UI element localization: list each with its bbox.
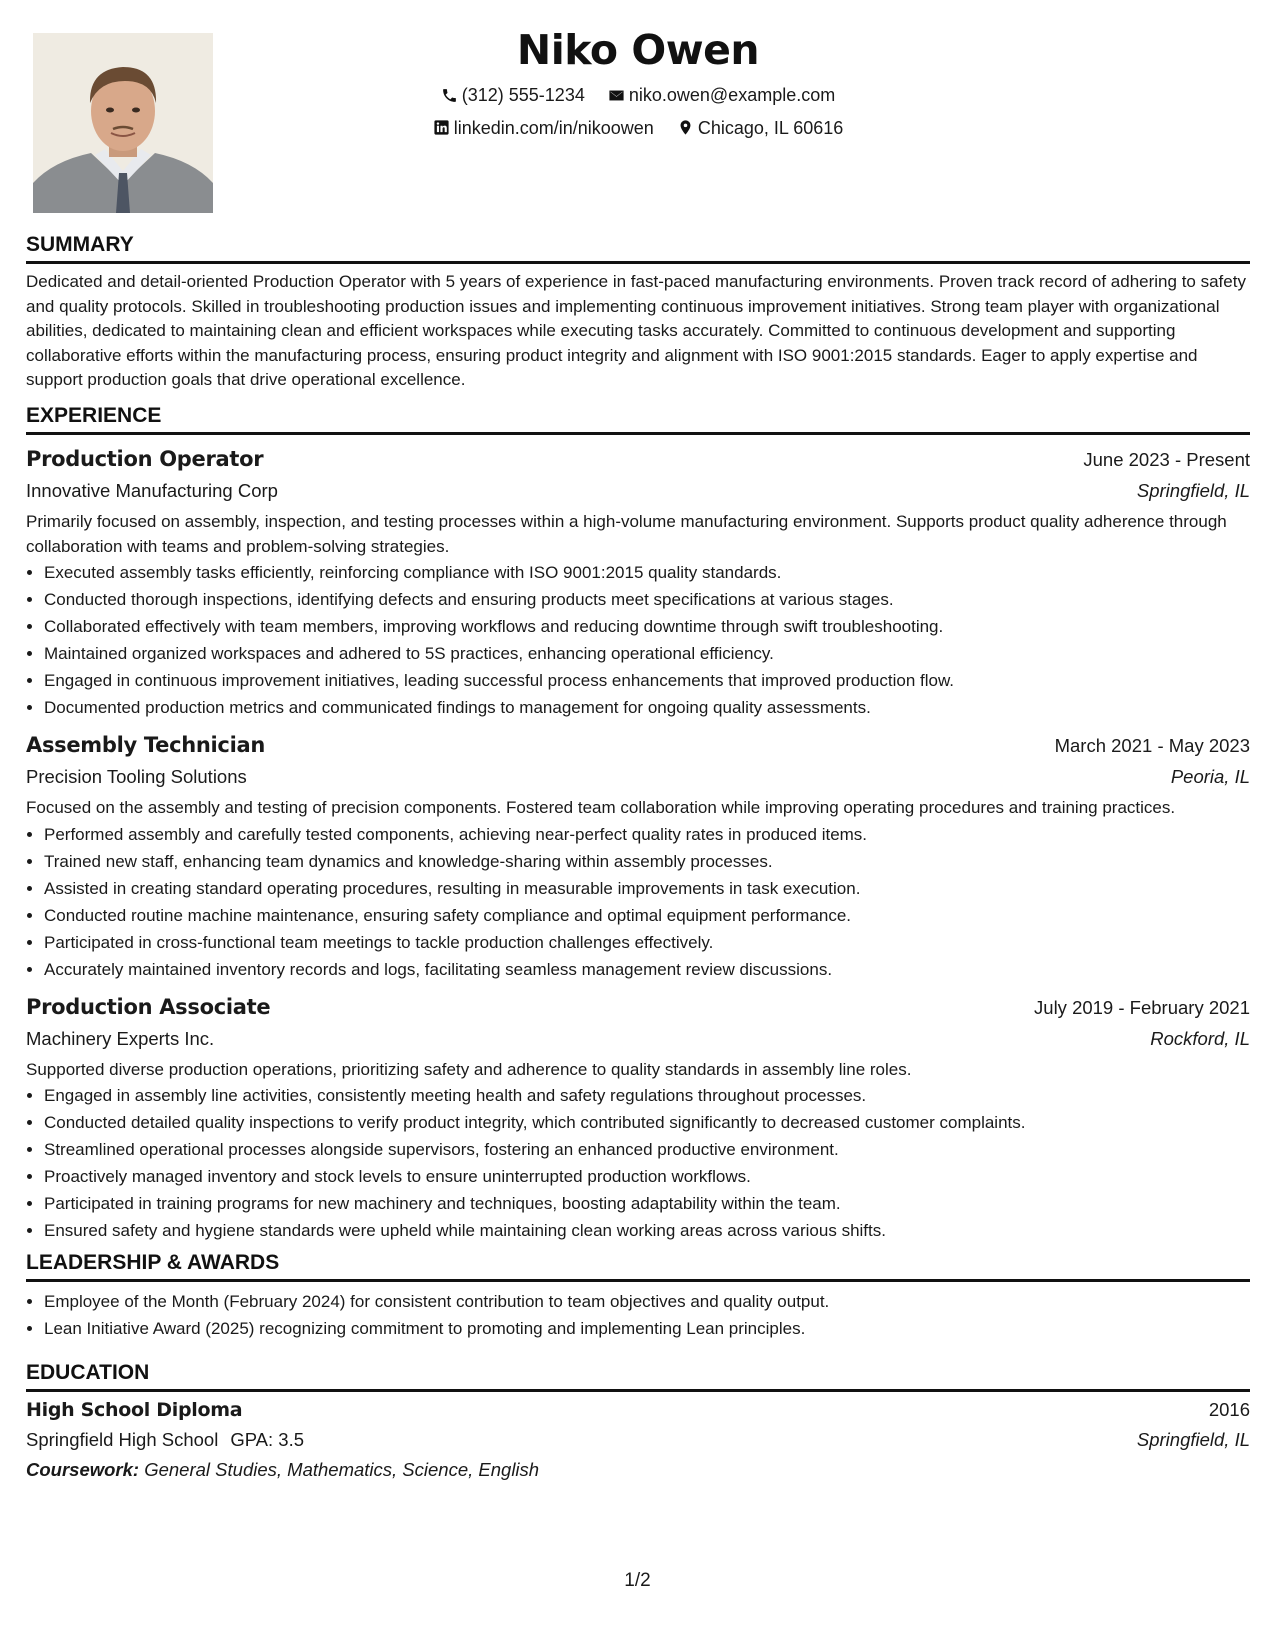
email-text: niko.owen@example.com [628, 85, 836, 105]
list-item: • Maintained organized workspaces and adhered to 5S practices, enhancing operational efficiency. [44, 640, 1250, 667]
job-entry [26, 729, 1250, 983]
section-title: EXPERIENCE [26, 403, 1250, 435]
degree-name: High School Diploma [26, 1399, 243, 1421]
linkedin-icon [433, 119, 450, 136]
phone-icon [441, 87, 458, 104]
coursework-text: General Studies, Mathematics, Science, English [144, 1459, 540, 1480]
job-location: Springfield, IL [1136, 480, 1250, 501]
job-title: Assembly Technician [26, 733, 265, 757]
list-item: • Conducted detailed quality inspections to verify product integrity, which contributed significantly to decreased customer complaints. [44, 1109, 1250, 1136]
linkedin-text: linkedin.com/in/nikoowen [453, 117, 654, 138]
list-item: • Performed assembly and carefully tested components, achieving near-perfect quality rates in produced items. [44, 821, 1250, 848]
job-location: Peoria, IL [1170, 766, 1250, 787]
section-title: SUMMARY [26, 232, 1250, 264]
school-location: Springfield, IL [1136, 1429, 1250, 1450]
page-number: 1/2 [624, 1570, 651, 1591]
education-section [26, 1360, 1250, 1485]
job-dates: July 2019 - February 2021 [1034, 996, 1250, 1018]
list-item: • Streamlined operational processes alongside supervisors, fostering an enhanced productive environment. [44, 1136, 1250, 1163]
list-item: • Lean Initiative Award (2025) recognizing commitment to promoting and implementing Lean principles. [44, 1315, 1250, 1342]
envelope-icon [608, 87, 625, 104]
awards-section [26, 1250, 1250, 1342]
list-item: • Collaborated effectively with team members, improving workflows and reducing downtime through swift troubleshooting. [44, 613, 1250, 640]
contact-row-2 [26, 113, 1250, 146]
job-location: Rockford, IL [1150, 1027, 1250, 1049]
job-bullets [26, 821, 1250, 983]
job-entry [26, 443, 1250, 721]
list-item: • Employee of the Month (February 2024) for consistent contribution to team objectives and quality output. [44, 1288, 1250, 1315]
phone-contact[interactable] [441, 80, 585, 110]
school-name: Springfield High School [26, 1429, 219, 1450]
summary-section [26, 232, 1250, 393]
list-item: • Engaged in assembly line activities, consistently meeting health and safety regulations throughout processes. [44, 1082, 1250, 1109]
job-bullets [26, 1082, 1250, 1244]
company-name: Innovative Manufacturing Corp [26, 480, 278, 501]
list-item: • Ensured safety and hygiene standards were upheld while maintaining clean working areas across various shifts. [44, 1217, 1250, 1244]
list-item: • Trained new staff, enhancing team dynamics and knowledge-sharing within assembly processes. [44, 848, 1250, 875]
list-item: • Participated in cross-functional team meetings to tackle production challenges effectively. [44, 929, 1250, 956]
job-dates: June 2023 - Present [1083, 449, 1250, 470]
list-item: • Documented production metrics and communicated findings to management for ongoing quality assessments. [44, 694, 1250, 721]
awards-list [26, 1288, 1250, 1342]
job-description: Primarily focused on assembly, inspection, and testing processes within a high-volume manufacturing environment. Supports product quality adherence through collaboration with teams and problem-solving strategies. [26, 512, 1227, 556]
job-description: Supported diverse production operations, prioritizing safety and adherence to quality standards in assembly line roles. [26, 1059, 912, 1079]
job-description: Focused on the assembly and testing of precision components. Fostered team collaboration while improving operating procedures and training practices. [26, 798, 1176, 817]
list-item: • Accurately maintained inventory records and logs, facilitating seamless management review discussions. [44, 956, 1250, 983]
job-dates: March 2021 - May 2023 [1054, 735, 1250, 756]
job-title: Production Associate [26, 994, 271, 1019]
list-item: • Proactively managed inventory and stock levels to ensure uninterrupted production workflows. [44, 1163, 1250, 1190]
candidate-name: Niko Owen [516, 26, 760, 74]
resume-header [26, 20, 1250, 145]
coursework-label: Coursework: [26, 1459, 140, 1480]
company-name: Precision Tooling Solutions [26, 766, 247, 787]
job-bullets [26, 559, 1250, 721]
list-item: • Participated in training programs for new machinery and techniques, boosting adaptability within the team. [44, 1190, 1250, 1217]
gpa-text: GPA: 3.5 [230, 1429, 305, 1450]
section-title: LEADERSHIP & AWARDS [26, 1250, 1250, 1282]
list-item: • Conducted routine machine maintenance, ensuring safety compliance and optimal equipment performance. [44, 902, 1250, 929]
linkedin-contact[interactable] [433, 113, 654, 143]
contact-row-1 [26, 80, 1250, 113]
location-contact [677, 113, 843, 143]
email-contact[interactable] [608, 80, 835, 110]
section-title: EDUCATION [26, 1360, 1250, 1392]
list-item: • Engaged in continuous improvement initiatives, leading successful process enhancements that improved production flow. [44, 667, 1250, 694]
company-name: Machinery Experts Inc. [26, 1027, 215, 1049]
experience-section [26, 403, 1250, 1244]
list-item: • Executed assembly tasks efficiently, reinforcing compliance with ISO 9001:2015 quality standards. [44, 559, 1250, 586]
list-item: • Assisted in creating standard operating procedures, resulting in measurable improvements in task execution. [44, 875, 1250, 902]
job-entry [26, 991, 1250, 1245]
phone-text: (312) 555-1234 [461, 85, 585, 105]
graduation-year: 2016 [1208, 1399, 1250, 1420]
list-item: • Conducted thorough inspections, identifying defects and ensuring products meet specifications at various stages. [44, 586, 1250, 613]
map-pin-icon [677, 119, 694, 136]
coursework-line [26, 1455, 1250, 1485]
location-text: Chicago, IL 60616 [697, 117, 844, 138]
job-title: Production Operator [26, 447, 264, 471]
summary-text: Dedicated and detail-oriented Production Operator with 5 years of experience in fast-paced manufacturing environments. Proven track record of adhering to safety and quality protocols. Skilled in troubleshooting production issues and implementing continuous improvement initiatives. Strong team player with organizational abilities, dedicated to maintaining clean and efficient workspaces while executing tasks accurately. Committed to continuous development and supporting collaborative efforts within the manufacturing process, ensuring product integrity and alignment with ISO 9001:2015 standards. Eager to apply expertise and support production goals that drive operational excellence. [26, 272, 1246, 389]
